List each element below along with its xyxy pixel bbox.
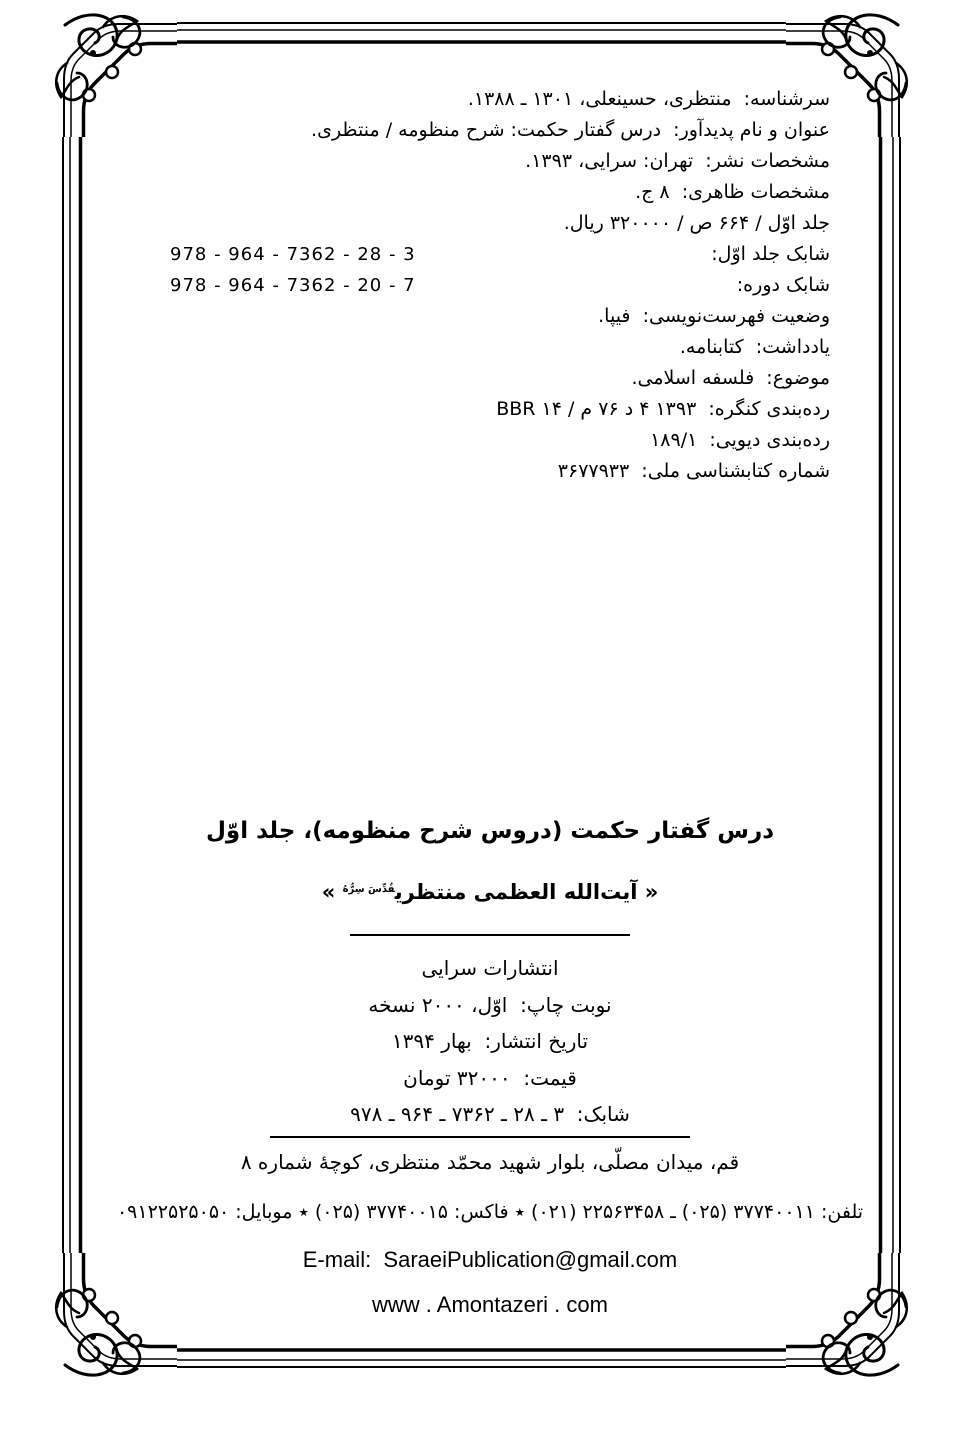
release-date-line: تاریخ انتشار: بهار ۱۳۹۴ bbox=[391, 1029, 589, 1053]
cip-text: یادداشت: کتابنامه. bbox=[679, 336, 830, 358]
cip-row-cataloguing-status bbox=[170, 301, 830, 332]
publisher-address: قم، میدان مصلّی، بلوار شهید محمّد منتظری، کوچهٔ شماره ۸ bbox=[240, 1150, 740, 1174]
cip-row-title-author bbox=[170, 115, 830, 146]
edition-line: نوبت چاپ: اوّل، ۲۰۰۰ نسخه bbox=[368, 992, 612, 1017]
cip-text: شابک جلد اوّل: bbox=[711, 243, 830, 265]
cip-text: وضعیت فهرست‌نویسی: فیپا. bbox=[598, 305, 830, 327]
cip-isbn-number: 978 - 964 - 7362 - 20 - 7 bbox=[170, 275, 416, 296]
cip-text: موضوع: فلسفه اسلامی. bbox=[631, 367, 830, 389]
cip-isbn-number: 978 - 964 - 7362 - 28 - 3 bbox=[170, 244, 416, 265]
cip-row-lc-class bbox=[170, 394, 830, 425]
corner-ornament-top-left bbox=[53, 13, 177, 137]
cip-row-physical bbox=[170, 177, 830, 208]
cip-row-dewey bbox=[170, 425, 830, 456]
cip-block bbox=[170, 84, 830, 487]
book-title: درس گفتار حکمت (دروس شرح منظومه)، جلد اوّل bbox=[205, 818, 775, 844]
cip-text: رده‌بندی کنگره: ۱۳۹۳ ۴ د ۷۶ م / ۱۴ BBR bbox=[496, 398, 830, 420]
cip-row-isbn-volume1 bbox=[170, 239, 830, 270]
cip-text: مشخصات ظاهری: ۸ ج. bbox=[635, 181, 830, 203]
cip-row-header bbox=[170, 84, 830, 115]
phone-fax-mobile-line: تلفن: ۳۷۷۴۰۰۱۱ (۰۲۵) ـ ۲۲۵۶۳۴۵۸ (۰۲۱) ٭ فاکس: ۳۷۷۴۰۰۱۵ (۰۲۵) ٭ موبایل: ۰۹۱۲۲۵۲۵۰۵۰ bbox=[116, 1201, 864, 1223]
price-line: قیمت: ۳۲۰۰۰ تومان bbox=[403, 1065, 577, 1090]
website-text: www . Amontazeri . com bbox=[372, 1292, 608, 1317]
cip-row-national-bib-number bbox=[170, 456, 830, 487]
cip-text: عنوان و نام پدیدآور: درس گفتار حکمت: شرح منظومه / منتظری. bbox=[311, 119, 830, 141]
publisher-name: انتشارات سرایی bbox=[421, 956, 559, 980]
cip-text: شماره کتابشناسی ملی: ۳۶۷۷۹۳۳ bbox=[557, 460, 830, 482]
cip-text: مشخصات نشر: تهران: سرایی، ۱۳۹۳. bbox=[525, 150, 830, 172]
cip-row-volume-price bbox=[170, 208, 830, 239]
cip-row-subject bbox=[170, 363, 830, 394]
cip-text: سرشناسه: منتظری، حسینعلی، ۱۳۰۱ ـ ۱۳۸۸. bbox=[467, 88, 830, 110]
email-text: E-mail: SaraeiPublication@gmail.com bbox=[302, 1247, 678, 1272]
cip-text: رده‌بندی دیویی: ۱۸۹/۱ bbox=[650, 429, 830, 451]
isbn-line: شابک: ۳ ـ ۲۸ ـ ۷۳۶۲ ـ ۹۶۴ ـ ۹۷۸ bbox=[350, 1102, 630, 1126]
cip-row-note bbox=[170, 332, 830, 363]
cip-row-publication bbox=[170, 146, 830, 177]
author-quote-close: » bbox=[321, 880, 343, 904]
author-honorific: قُدِّسَ سِرُّهُ bbox=[342, 884, 395, 895]
divider-line-author bbox=[350, 934, 630, 936]
cip-text: جلد اوّل / ۶۶۴ ص / ۳۲۰۰۰۰ ریال. bbox=[563, 212, 830, 234]
publisher-block bbox=[0, 950, 980, 1133]
cip-text: شابک دوره: bbox=[736, 274, 830, 296]
divider-line-contact bbox=[270, 1136, 690, 1138]
author-line bbox=[0, 880, 980, 904]
cip-row-isbn-set bbox=[170, 270, 830, 301]
author-name: « آیت‌الله العظمی منتظری bbox=[394, 880, 659, 904]
